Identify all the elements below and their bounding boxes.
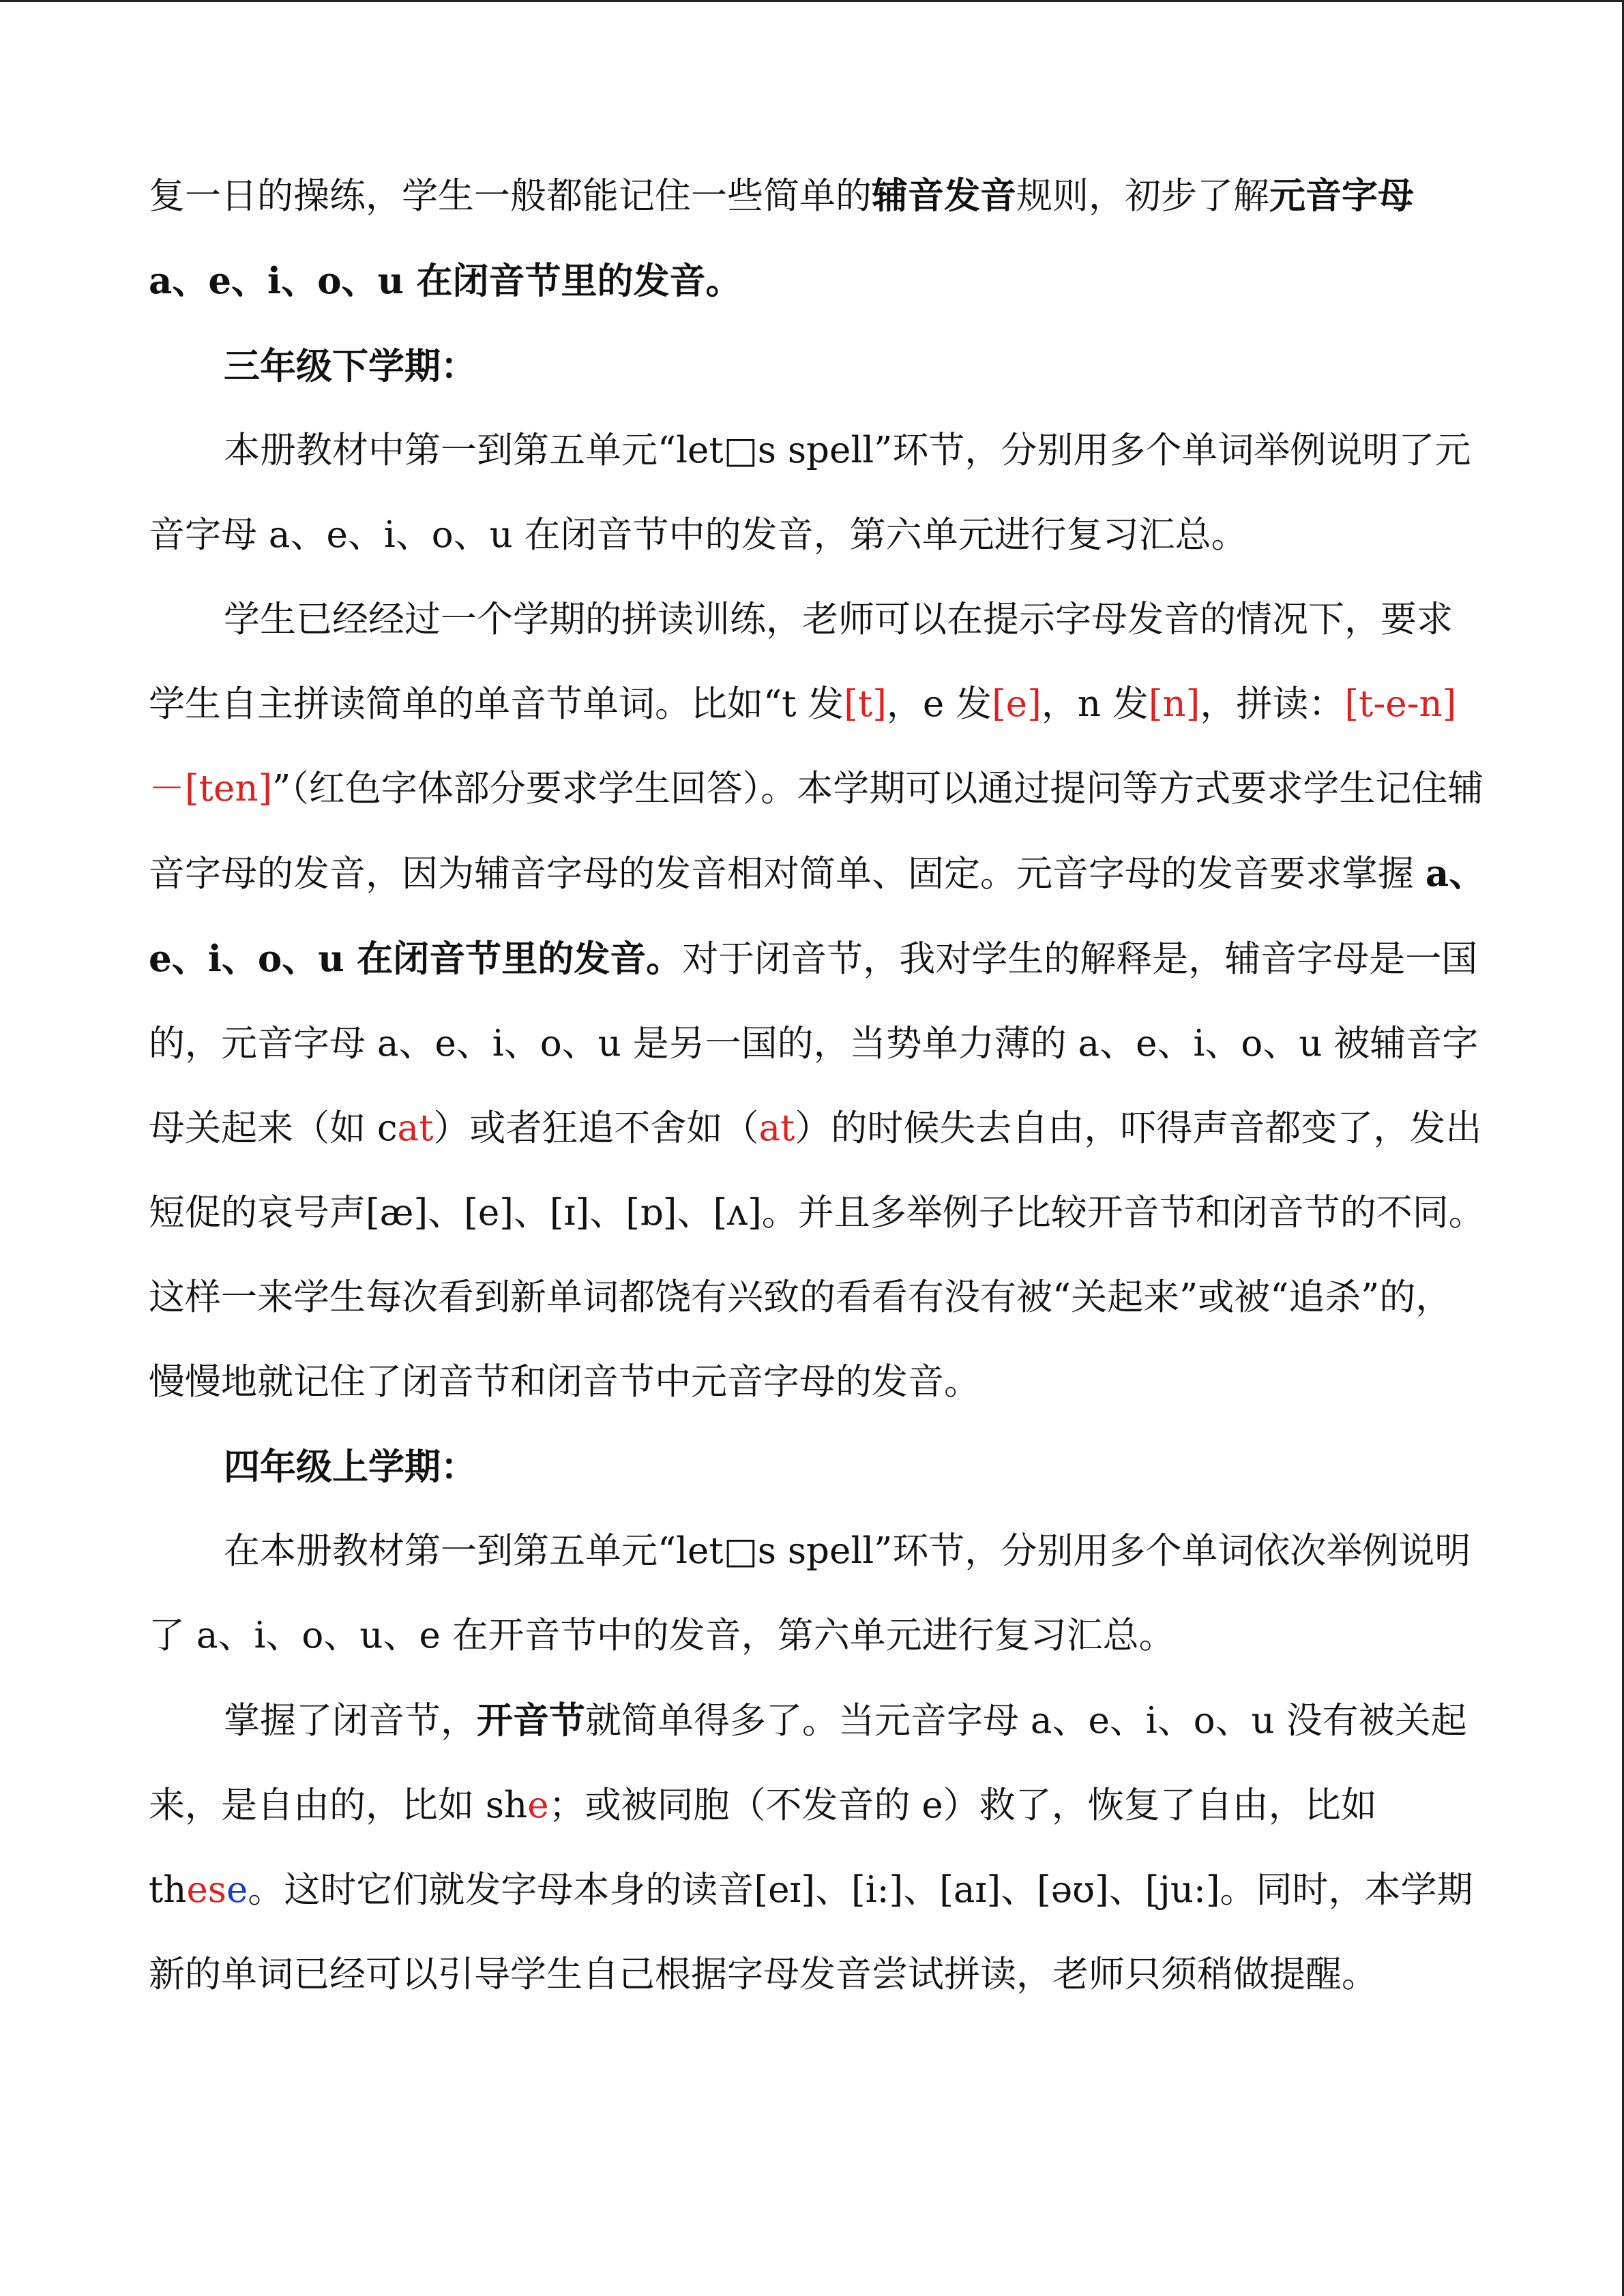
- red-answer-n: [n]: [1148, 683, 1200, 725]
- bold-consonant-pronunciation: 辅音发音: [872, 175, 1016, 217]
- red-answer-t: [t]: [844, 683, 887, 725]
- heading-grade4-semester1: 四年级上学期：: [224, 1446, 477, 1488]
- bold-vowel-closed-syllable: 元音字母 a、e、i、o、u 在闭音节里的发音。: [149, 175, 1414, 302]
- red-example-these-es: es: [186, 1869, 227, 1911]
- bold-open-syllable: 开音节: [477, 1699, 585, 1742]
- red-answer-e: [e]: [992, 683, 1042, 725]
- red-example-cat: at: [397, 1107, 434, 1149]
- paragraph-grade3-method: 学生已经经过一个学期的拼读训练，老师可以在提示字母发音的情况下，要求学生自主拼读简单的单音节单词。比如“t 发[t]，e 发[e]，n 发[n]，拼读：[t-e-n]－[ten]”（红色字体部分要求学生回答）。本学期可以通过提问等方式要求学生记住辅音字母的发音，因为辅音字母的发音相对简单、固定。元音字母的发音要求掌握 a、e、i、o、u 在闭音节里的发音。对于闭音节，我对学生的解释是，辅音字母是一国的，元音字母 a、e、i、o、u 是另一国的，当势单力薄的 a、e、i、o、u 被辅音字母关起来（如 cat）或者狂追不舍如（at）的时候失去自由，吓得声音都变了，发出短促的哀号声[æ]、[e]、[ɪ]、[ɒ]、[ʌ]。并且多举例子比较开音节和闭音节的不同。这样一来学生每次看到新单词都饶有兴致的看看有没有被“关起来”或被“追杀”的，慢慢地就记住了闭音节和闭音节中元音字母的发音。: [149, 599, 1486, 1403]
- heading-grade3-semester2: 三年级下学期：: [224, 345, 477, 387]
- paragraph-grade3-textbook: 本册教材中第一到第五单元“let□s spell”环节，分别用多个单词举例说明了元音字母 a、e、i、o、u 在闭音节中的发音，第六单元进行复习汇总。: [149, 430, 1471, 556]
- red-example-at: at: [758, 1107, 795, 1149]
- bold-closed-syllable-rule: a、e、i、o、u 在闭音节里的发音。: [149, 852, 1486, 980]
- paragraph-grade4-method: 掌握了闭音节，开音节就简单得多了。当元音字母 a、e、i、o、u 没有被关起来，是自由的，比如 she；或被同胞（不发音的 e）救了，恢复了自由，比如 these。这时它们就发字母本身的读音[eɪ]、[i:]、[aɪ]、[əʊ]、[ju:]。同时，本学期新的单词已经可以引导学生自己根据字母发音尝试拼读，老师只须稍做提醒。: [149, 1699, 1473, 1995]
- paragraph-grade4-textbook: 在本册教材第一到第五单元“let□s spell”环节，分别用多个单词依次举例说明了 a、i、o、u、e 在开音节中的发音，第六单元进行复习汇总。: [149, 1530, 1471, 1656]
- blue-example-these-e: e: [226, 1869, 248, 1911]
- document-body: [149, 153, 1486, 2017]
- red-example-she: e: [527, 1785, 549, 1826]
- paragraph-intro-continued: 复一日的操练，学生一般都能记住一些简单的辅音发音规则，初步了解元音字母 a、e、i、o、u 在闭音节里的发音。: [149, 175, 1414, 302]
- red-answer-ten: [t-e-n]－[ten]: [149, 683, 1457, 809]
